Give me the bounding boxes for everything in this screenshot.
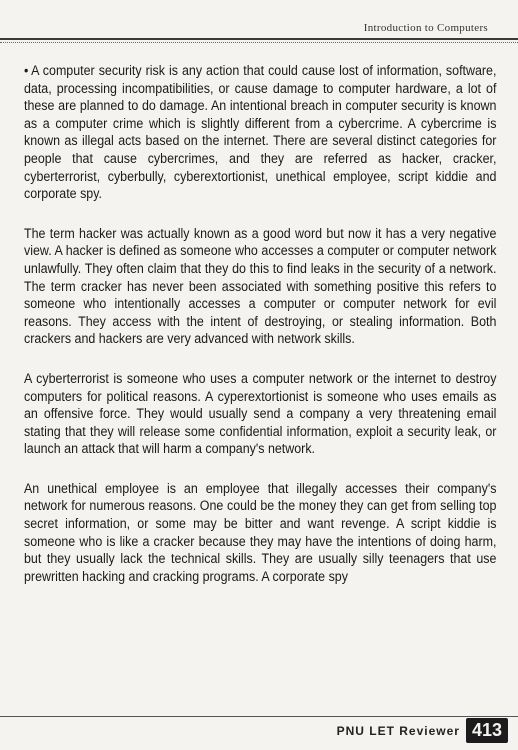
page-footer — [337, 718, 508, 743]
page-number-badge: 413 — [466, 718, 508, 743]
paragraph-unethical-employee: An unethical employee is an employee that illegally accesses their company's network for numerous reasons. One could be the money they can get from selling top secret information, or some may be bitter and want revenge. A script kiddie is someone who is like a cracker because they may have the intentions of doing harm, but they usually lack the technical skills. They are usually silly teenagers that use prewritten hacking and cracking programs. A corporate spy — [24, 480, 497, 584]
header-rule-dotted — [0, 42, 518, 43]
footer-label: PNU LET Reviewer — [336, 723, 460, 738]
page-body — [24, 62, 496, 607]
running-header-title: Introduction to Computers — [363, 22, 488, 34]
paragraph-text: A computer security risk is any action that could cause lost of information, software, data, processing incompatibilities, or cause damage to computer hardware, a lot of these are planned to do damage. An intentional breach in computer security is known as a computer crime which is slightly different from a cybercrime. A cybercrime is known as illegal acts based on the internet. There are several distinct categories for people that cause cybercrimes, and they are referred as hacker, cracker, cyberterrorist, cyberbully, cyberextortionist, unethical employee, script kiddie and corporate spy. — [24, 63, 497, 202]
paragraph-security-risk — [24, 62, 496, 203]
bullet-mark: • — [24, 63, 29, 78]
footer-rule — [0, 716, 518, 717]
header-rule — [0, 38, 518, 40]
paragraph-cyberterrorist: A cyberterrorist is someone who uses a computer network or the internet to destroy computers for political reasons. A cyperextortionist is someone who uses emails as an offensive force. They would usually send a company a very threatening email stating that they will release some confidential information, exploit a security leak, or launch an attack that will harm a company's network. — [24, 370, 497, 457]
paragraph-hacker-cracker: The term hacker was actually known as a good word but now it has a very negative view. A hacker is defined as someone who accesses a computer or computer network unlawfully. They often claim that they do this to find leaks in the security of a network. The term cracker has never been associated with something positive this refers to someone who intentionally accesses a computer or computer network for evil reasons. They access with the intent of destroying, or stealing information. Both crackers and hackers are very advanced with network skills. — [24, 225, 497, 347]
